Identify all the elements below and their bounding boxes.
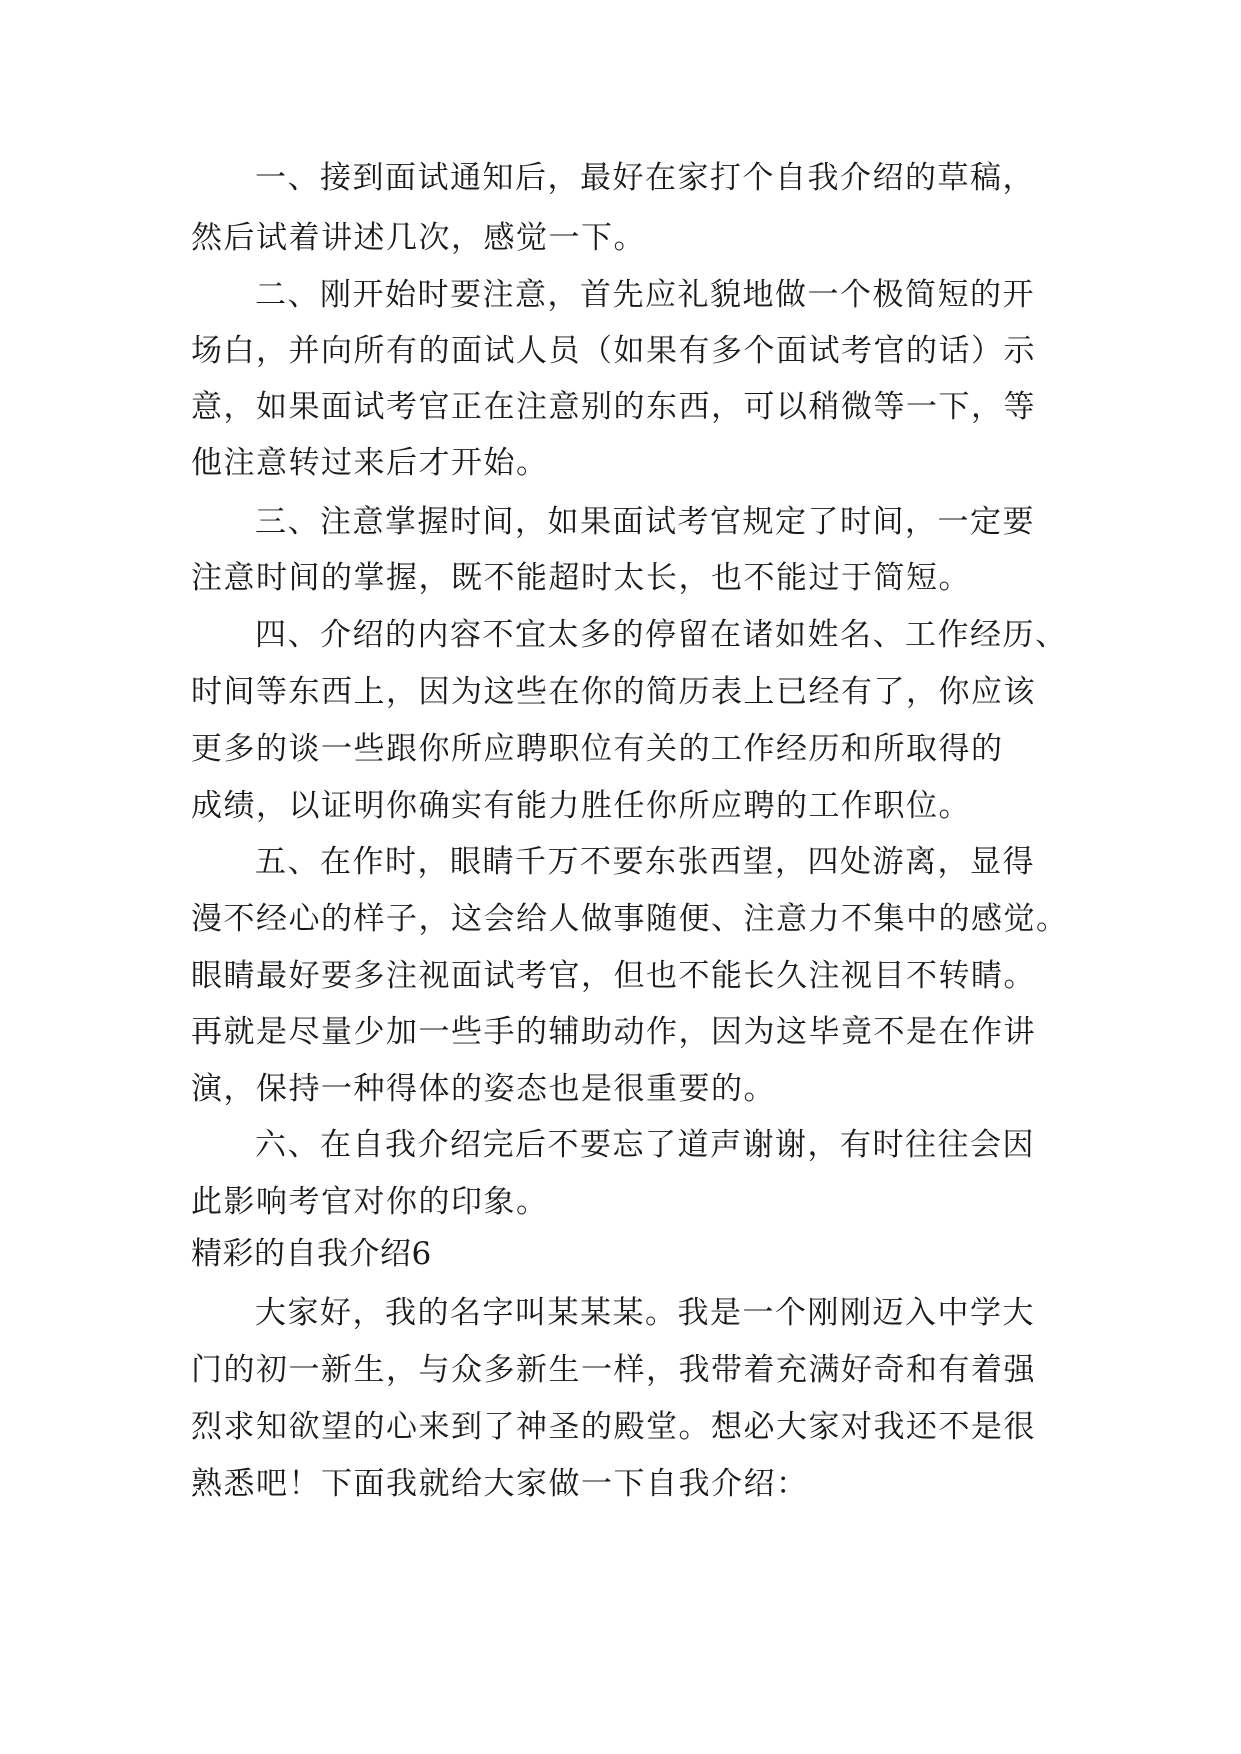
paragraph-5-line-3: 眼睛最好要多注视面试考官，但也不能长久注视目不转睛。 xyxy=(191,958,1036,994)
paragraph-4-line-1: 四、介绍的内容不宜太多的停留在诸如姓名、工作经历、 xyxy=(255,617,1068,653)
paragraph-4-line-4: 成绩，以证明你确实有能力胜任你所应聘的工作职位。 xyxy=(191,788,971,824)
paragraph-7-line-1: 大家好，我的名字叫某某某。我是一个刚刚迈入中学大 xyxy=(255,1295,1035,1331)
paragraph-4-line-2: 时间等东西上，因为这些在你的简历表上已经有了，你应该 xyxy=(191,674,1036,710)
paragraph-7-line-3: 烈求知欲望的心来到了神圣的殿堂。想必大家对我还不是很 xyxy=(191,1409,1036,1445)
paragraph-2-line-1: 二、刚开始时要注意，首先应礼貌地做一个极简短的开 xyxy=(255,277,1035,313)
paragraph-2-line-3: 意，如果面试考官正在注意别的东西，可以稍微等一下，等 xyxy=(191,389,1036,425)
section-heading: 精彩的自我介绍6 xyxy=(191,1236,432,1272)
paragraph-5-line-2: 漫不经心的样子，这会给人做事随便、注意力不集中的感觉。 xyxy=(191,901,1069,937)
paragraph-2-line-2: 场白，并向所有的面试人员（如果有多个面试考官的话）示 xyxy=(191,333,1036,369)
paragraph-7-line-2: 门的初一新生，与众多新生一样，我带着充满好奇和有着强 xyxy=(191,1352,1036,1388)
paragraph-3-line-2: 注意时间的掌握，既不能超时太长，也不能过于简短。 xyxy=(191,560,971,596)
paragraph-6-line-2: 此影响考官对你的印象。 xyxy=(191,1184,549,1220)
paragraph-4-line-3: 更多的谈一些跟你所应聘职位有关的工作经历和所取得的 xyxy=(191,731,1004,767)
paragraph-5-line-5: 演，保持一种得体的姿态也是很重要的。 xyxy=(191,1071,776,1107)
paragraph-5-line-1: 五、在作时，眼睛千万不要东张西望，四处游离，显得 xyxy=(255,844,1035,880)
paragraph-1-line-1: 一、接到面试通知后，最好在家打个自我介绍的草稿， xyxy=(255,160,1035,196)
paragraph-2-line-4: 他注意转过来后才开始。 xyxy=(191,445,549,481)
paragraph-7-line-4: 熟悉吧！下面我就给大家做一下自我介绍： xyxy=(191,1466,809,1502)
paragraph-6-line-1: 六、在自我介绍完后不要忘了道声谢谢，有时往往会因 xyxy=(255,1127,1035,1163)
paragraph-5-line-4: 再就是尽量少加一些手的辅助动作，因为这毕竟不是在作讲 xyxy=(191,1014,1036,1050)
paragraph-1-line-2: 然后试着讲述几次，感觉一下。 xyxy=(191,220,646,256)
paragraph-3-line-1: 三、注意掌握时间，如果面试考官规定了时间，一定要 xyxy=(255,504,1035,540)
